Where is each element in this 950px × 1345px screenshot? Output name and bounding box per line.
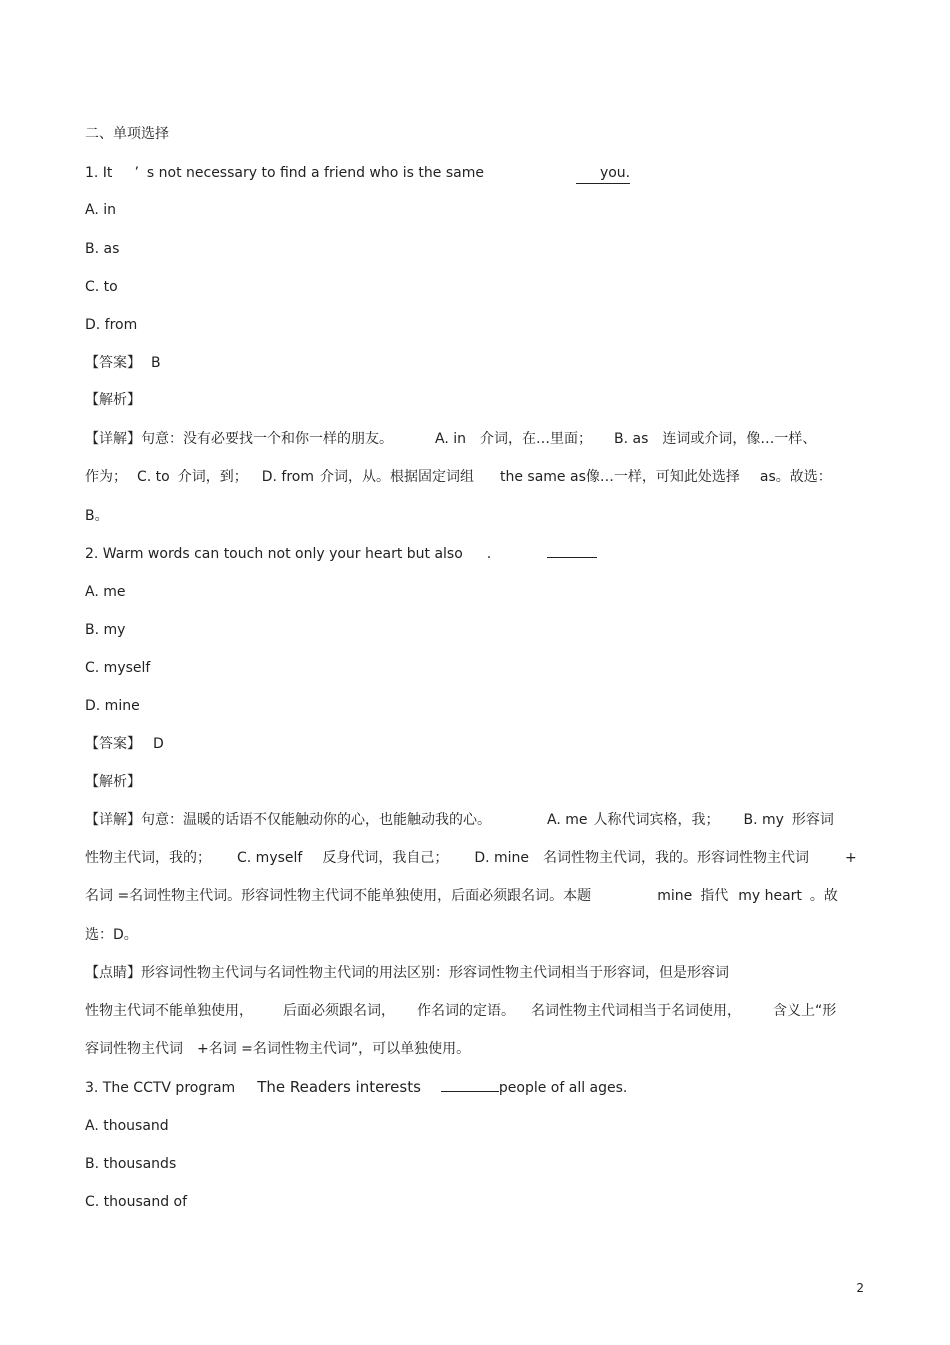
q1-blank: you. [576,163,630,184]
q1-detail-line-1: 【详解】句意：没有必要找一个和你一样的朋友。 A. in 介词，在…里面； B. as 连词或介词，像…一样、 [85,431,817,447]
q2-option-b: B. my [85,622,126,638]
q2-answer: 【答案】 D [85,736,164,752]
question-3-stem: 3. The CCTV program The Readers interests people of all ages. [85,1078,628,1096]
q2-tip-line-2: 性物主代词不能单独使用， 后面必须跟名词， 作名词的定语。 名词性物主代词相当于名词使用， 含义上“形 [85,1003,837,1019]
q2-analysis-label: 【解析】 [85,774,141,790]
q1-detail-line-2: 作为； C. to 介词，到； D. from 介词，从。根据固定词组 the same as像…一样，可知此处选择 as。故选： [85,469,832,485]
q1-stem-a: 1. It [85,165,113,181]
q2-detail-line-3: 名词 =名词性物主代词。形容词性物主代词不能单独使用，后面必须跟名词。本题 mine 指代 my heart 。故 [85,888,838,904]
q2-tip-line-3: 容词性物主代词 +名词 =名词性物主代词”，可以单独使用。 [85,1041,471,1057]
q1-option-c: C. to [85,279,118,295]
q1-option-a: A. in [85,202,116,218]
q3-option-a: A. thousand [85,1118,169,1134]
q1-analysis-label: 【解析】 [85,392,141,408]
question-1-stem [85,163,630,184]
q3-option-c: C. thousand of [85,1194,188,1210]
q2-detail-line-4: 选：D。 [85,927,138,943]
q2-detail-line-2: 性物主代词，我的； C. myself 反身代词，我自己； D. mine 名词性物主代词，我的。形容词性物主代词 + [85,850,857,866]
question-2-stem: 2. Warm words can touch not only your heart but also . [85,543,597,564]
page-number: 2 [856,1281,864,1295]
section-heading: 二、单项选择 [85,126,169,142]
q1-stem-b: s not necessary to find a friend who is the same [146,165,484,181]
q2-detail-line-1: 【详解】句意：温暖的话语不仅能触动你的心，也能触动我的心。 A. me 人称代词宾格，我； B. my 形容词 [85,812,834,828]
q3-option-b: B. thousands [85,1156,177,1172]
q2-tip-line-1: 【点睛】形容词性物主代词与名词性物主代词的用法区别：形容词性物主代词相当于形容词，但是形容词 [85,965,729,981]
q2-option-a: A. me [85,584,126,600]
q1-detail-line-3: B。 [85,508,109,524]
q2-blank [547,543,597,558]
q1-answer: 【答案】 B [85,355,161,371]
q1-option-b: B. as [85,241,120,257]
q1-stem-apos: ’ [134,165,139,181]
q2-answer-value: D [153,736,164,752]
q2-option-d: D. mine [85,698,140,714]
q1-option-d: D. from [85,317,138,333]
q2-option-c: C. myself [85,660,151,676]
q3-blank [441,1077,499,1092]
q1-answer-value: B [151,355,161,371]
